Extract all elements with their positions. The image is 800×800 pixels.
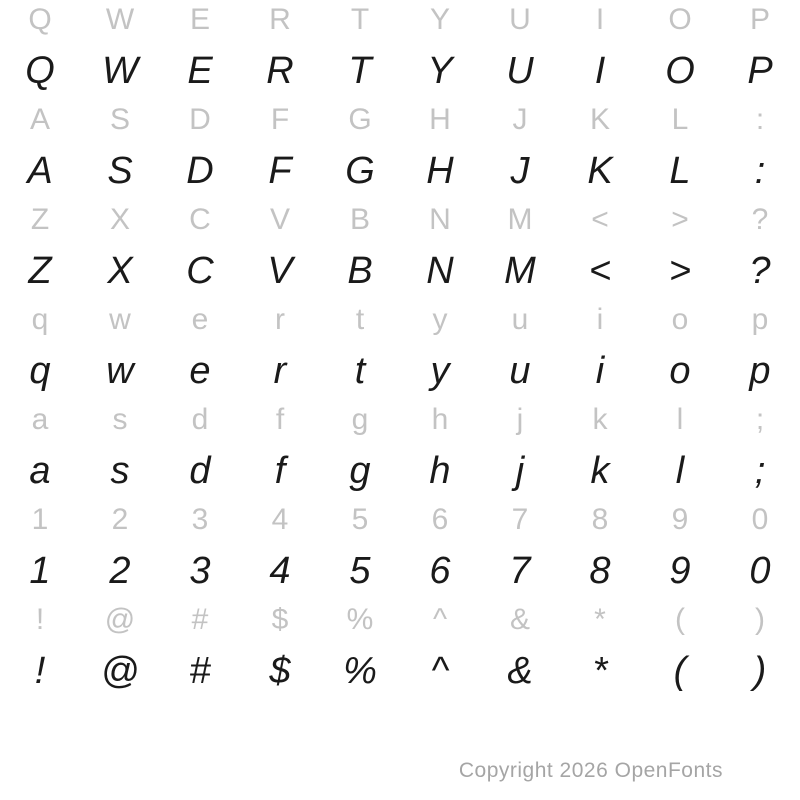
italic-glyph: P xyxy=(747,50,773,92)
italic-glyph: R xyxy=(266,50,294,92)
italic-glyph: 5 xyxy=(349,550,371,592)
specimen-row-pair xyxy=(0,600,800,700)
italic-glyph: H xyxy=(426,150,454,192)
reference-glyph: U xyxy=(509,3,531,36)
reference-glyph: @ xyxy=(104,603,136,636)
reference-glyph: # xyxy=(191,603,209,636)
reference-glyph: J xyxy=(512,103,528,136)
italic-glyph: @ xyxy=(100,650,140,692)
reference-glyph: 0 xyxy=(751,503,769,536)
reference-glyph: $ xyxy=(271,603,289,636)
reference-glyph: P xyxy=(749,3,770,36)
italic-glyph: F xyxy=(268,150,292,192)
italic-glyph: 2 xyxy=(109,550,131,592)
reference-row xyxy=(0,500,800,540)
reference-glyph: f xyxy=(275,403,285,436)
italic-glyph: * xyxy=(592,650,608,692)
italic-glyph: $ xyxy=(269,650,291,692)
italic-glyph: & xyxy=(507,650,533,692)
copyright-notice: Copyright 2026 OpenFonts xyxy=(458,759,723,782)
italic-glyph: ? xyxy=(749,250,771,292)
reference-glyph: A xyxy=(29,103,50,136)
italic-glyph: u xyxy=(509,350,531,392)
specimen-row-pair xyxy=(0,0,800,100)
reference-glyph: j xyxy=(516,403,524,436)
reference-glyph: s xyxy=(112,403,128,436)
reference-glyph: ) xyxy=(755,603,765,636)
reference-glyph: u xyxy=(511,303,529,336)
reference-glyph: I xyxy=(595,3,605,36)
reference-glyph: ! xyxy=(35,603,45,636)
italic-glyph: 8 xyxy=(589,550,611,592)
reference-glyph: e xyxy=(191,303,209,336)
reference-glyph: H xyxy=(429,103,451,136)
italic-glyph: Z xyxy=(28,250,52,292)
italic-glyph-row xyxy=(0,340,800,400)
reference-row xyxy=(0,0,800,40)
italic-glyph: 7 xyxy=(509,550,531,592)
reference-glyph: ( xyxy=(675,603,685,636)
reference-glyph: r xyxy=(275,303,285,336)
italic-glyph: l xyxy=(675,450,685,492)
reference-row xyxy=(0,600,800,640)
italic-glyph: N xyxy=(426,250,454,292)
reference-row xyxy=(0,400,800,440)
italic-glyph: U xyxy=(506,50,534,92)
reference-glyph: Z xyxy=(30,203,50,236)
italic-glyph-row xyxy=(0,440,800,500)
italic-glyph: % xyxy=(343,650,377,692)
specimen-row-pair xyxy=(0,100,800,200)
italic-glyph: ) xyxy=(753,650,767,692)
italic-glyph: 9 xyxy=(669,550,691,592)
italic-glyph: X xyxy=(107,250,133,292)
italic-glyph: o xyxy=(669,350,691,392)
reference-row xyxy=(0,100,800,140)
reference-glyph: q xyxy=(31,303,49,336)
reference-glyph: p xyxy=(751,303,769,336)
reference-glyph: t xyxy=(355,303,365,336)
italic-glyph: ^ xyxy=(431,650,449,692)
italic-glyph: w xyxy=(106,350,134,392)
reference-glyph: w xyxy=(109,303,131,336)
italic-glyph: S xyxy=(107,150,133,192)
reference-glyph: E xyxy=(189,3,210,36)
reference-glyph: 6 xyxy=(431,503,449,536)
italic-glyph: C xyxy=(186,250,214,292)
reference-glyph: V xyxy=(269,203,290,236)
italic-glyph: O xyxy=(665,50,695,92)
reference-glyph: 7 xyxy=(511,503,529,536)
reference-glyph: Y xyxy=(429,3,450,36)
italic-glyph: h xyxy=(429,450,451,492)
reference-glyph: 2 xyxy=(111,503,129,536)
reference-glyph: F xyxy=(270,103,290,136)
italic-glyph: Y xyxy=(427,50,453,92)
reference-glyph: C xyxy=(189,203,211,236)
reference-glyph: G xyxy=(348,103,372,136)
italic-glyph: 6 xyxy=(429,550,451,592)
italic-glyph: p xyxy=(749,350,771,392)
italic-glyph: q xyxy=(29,350,51,392)
italic-glyph: i xyxy=(595,350,605,392)
reference-glyph: S xyxy=(109,103,130,136)
italic-glyph: g xyxy=(349,450,371,492)
italic-glyph: T xyxy=(348,50,372,92)
reference-glyph: 3 xyxy=(191,503,209,536)
reference-glyph: 9 xyxy=(671,503,689,536)
italic-glyph: D xyxy=(186,150,214,192)
italic-glyph: d xyxy=(189,450,211,492)
italic-glyph: V xyxy=(267,250,293,292)
reference-glyph: a xyxy=(31,403,49,436)
italic-glyph: 0 xyxy=(749,550,771,592)
reference-glyph: % xyxy=(346,603,374,636)
reference-glyph: L xyxy=(671,103,689,136)
reference-glyph: k xyxy=(592,403,608,436)
reference-glyph: ^ xyxy=(432,603,448,636)
reference-glyph: & xyxy=(509,603,530,636)
reference-glyph: * xyxy=(594,603,606,636)
specimen-row-pair xyxy=(0,500,800,600)
reference-glyph: h xyxy=(431,403,449,436)
italic-glyph: ; xyxy=(754,450,766,492)
italic-glyph-row xyxy=(0,540,800,600)
italic-glyph: J xyxy=(510,150,530,192)
italic-glyph: : xyxy=(754,150,766,192)
reference-glyph: ? xyxy=(751,203,769,236)
italic-glyph: Q xyxy=(25,50,55,92)
italic-glyph: r xyxy=(273,350,287,392)
reference-glyph: X xyxy=(109,203,130,236)
reference-glyph: T xyxy=(350,3,370,36)
reference-glyph: B xyxy=(349,203,370,236)
italic-glyph: t xyxy=(354,350,366,392)
reference-row xyxy=(0,300,800,340)
reference-glyph: 5 xyxy=(351,503,369,536)
reference-glyph: i xyxy=(596,303,604,336)
italic-glyph: W xyxy=(102,50,138,92)
italic-glyph: s xyxy=(110,450,130,492)
italic-glyph: I xyxy=(594,50,606,92)
reference-glyph: 8 xyxy=(591,503,609,536)
italic-glyph: 1 xyxy=(29,550,51,592)
italic-glyph: k xyxy=(590,450,610,492)
italic-glyph: j xyxy=(515,450,525,492)
italic-glyph: G xyxy=(345,150,375,192)
reference-glyph: N xyxy=(429,203,451,236)
reference-glyph: d xyxy=(191,403,209,436)
specimen-row-pair xyxy=(0,300,800,400)
italic-glyph: y xyxy=(430,350,450,392)
italic-glyph-row xyxy=(0,140,800,200)
reference-glyph: Q xyxy=(28,3,52,36)
italic-glyph: K xyxy=(587,150,613,192)
reference-glyph: l xyxy=(676,403,684,436)
italic-glyph: A xyxy=(27,150,53,192)
italic-glyph: e xyxy=(189,350,211,392)
reference-glyph: D xyxy=(189,103,211,136)
italic-glyph-row xyxy=(0,240,800,300)
reference-glyph: 4 xyxy=(271,503,289,536)
italic-glyph: a xyxy=(29,450,51,492)
italic-glyph: L xyxy=(669,150,691,192)
reference-glyph: > xyxy=(671,203,689,236)
specimen-row-pair xyxy=(0,400,800,500)
italic-glyph: ! xyxy=(34,650,46,692)
reference-row xyxy=(0,200,800,240)
italic-glyph: f xyxy=(274,450,286,492)
italic-glyph: ( xyxy=(673,650,687,692)
reference-glyph: < xyxy=(591,203,609,236)
reference-glyph: W xyxy=(105,3,135,36)
italic-glyph: M xyxy=(504,250,536,292)
italic-glyph: B xyxy=(347,250,373,292)
italic-glyph: 3 xyxy=(189,550,211,592)
italic-glyph-row xyxy=(0,40,800,100)
italic-glyph: < xyxy=(588,250,612,292)
reference-glyph: : xyxy=(755,103,765,136)
italic-glyph: 4 xyxy=(269,550,291,592)
reference-glyph: o xyxy=(671,303,689,336)
reference-glyph: O xyxy=(668,3,692,36)
italic-glyph: E xyxy=(187,50,213,92)
reference-glyph: ; xyxy=(755,403,765,436)
italic-glyph-row xyxy=(0,640,800,700)
specimen-row-pair xyxy=(0,200,800,300)
italic-glyph: > xyxy=(668,250,692,292)
reference-glyph: 1 xyxy=(31,503,49,536)
reference-glyph: K xyxy=(589,103,610,136)
reference-glyph: M xyxy=(507,203,533,236)
reference-glyph: R xyxy=(269,3,291,36)
reference-glyph: g xyxy=(351,403,369,436)
reference-glyph: y xyxy=(432,303,448,336)
italic-glyph: # xyxy=(189,650,211,692)
